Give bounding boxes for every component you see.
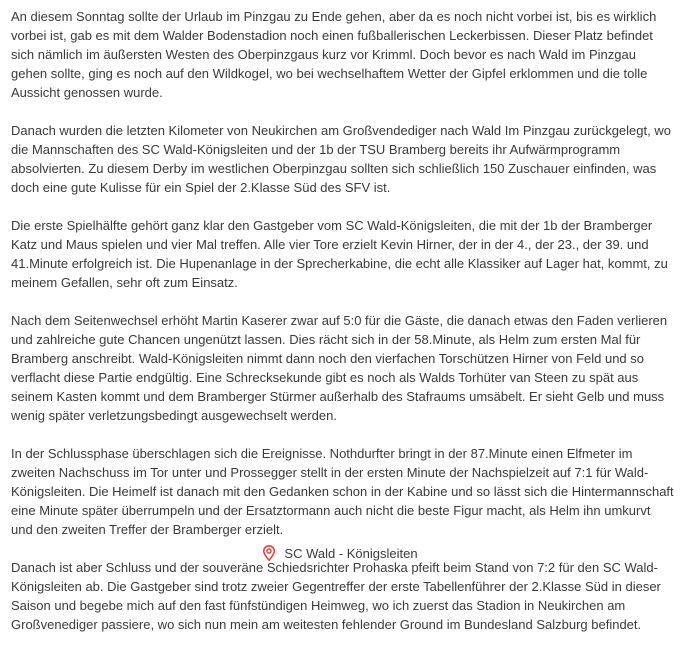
paragraph-3: Die erste Spielhälfte gehört ganz klar den Gastgeber vom SC Wald-Königsleiten, die mit der 1b der Bramberger Katz und Maus spielen und vier Mal treffen. Alle vier Tore erzielt Kevin Hirner, der in der 4., der 23., der 39. und 41.Minute erfolgreich ist. Die Hupenanlage in der Sprecherkabine, die echt alle Klassiker auf Lager hat, kommt, zu meinem Gefallen, sehr oft zum Einsatz. [11,218,668,290]
location-label[interactable]: SC Wald - Königsleiten [284,545,418,561]
paragraph-5: In der Schlussphase überschlagen sich die Ereignisse. Nothdurfter bringt in der 87.Minute einen Elfmeter im zweiten Nachschuss im Tor unter und Prossegger stellt in der ersten Minute der Nachspielzeit auf 7:1 für Wald-Königsleiten. Die Heimelf ist danach mit den Gedanken schon in der Kabine und so lässt sich die Hintermannschaft eine Minute später überrumpeln und der Ersatztormann auch nicht die beste Figur macht, als Helm ihn umkurvt und den zweiten Treffer der Bramberger erzielt. [11,446,674,537]
location-link[interactable] [0,543,681,563]
paragraph-6: Danach ist aber Schluss und der souveräne Schiedsrichter Prohaska pfeift beim Stand von 7:2 für den SC Wald-Königsleiten ab. Die Gastgeber sind trotz zweier Gegentreffer der erste Tabellenführer der 2.Klasse Süd in dieser Saison und begebe mich auf den fast fünfstündigen Heimweg, wo ich zuerst das Stadion in Neukirchen am Großvenediger passiere, wo sich nun mein am weitesten fehlender Ground im Bundesland Salzburg befindet. [11,560,661,632]
paragraph-4: Nach dem Seitenwechsel erhöht Martin Kaserer zwar auf 5:0 für die Gäste, die danach etwas den Faden verlieren und zahlreiche gute Chancen ungenützt lassen. Dies rächt sich in der 58.Minute, als Helm zum ersten Mal für Bramberg anschreibt. Wald-Königsleiten nimmt dann noch den vierfachen Torschützen Hirner von Feld und so verflacht diese Partie endgültig. Eine Schrecksekunde gibt es noch als Walds Torhüter van Steen zu spät aus seinem Kasten kommt und dem Bramberger Stürmer außerhalb des Stafraums umsäbelt. Er sieht Gelb und muss wenig später verletzungsbedingt ausgewechselt werden. [11,313,668,423]
map-pin-icon [263,545,275,561]
paragraph-1: An diesem Sonntag sollte der Urlaub im Pinzgau zu Ende gehen, aber da es noch nicht vorbei ist, bis es wirklich vorbei ist, gab es mit dem Walder Bodenstadion noch einen fußballerischen Leckerbissen. Dieser Platz befindet sich nämlich im äußersten Westen des Oberpinzgaus kurz vor Krimml. Doch bevor es nach Wald im Pinzgau gehen sollte, ging es noch auf den Wildkogel, wo bei wechselhaftem Wetter der Gipfel erklommen und die tolle Aussicht genossen wurde. [11,9,657,100]
paragraph-2: Danach wurden die letzten Kilometer von Neukirchen am Großvendediger nach Wald Im Pinzgau zurückgelegt, wo die Mannschaften des SC Wald-Königsleiten und der 1b der TSU Bramberg bereits ihr Aufwärmprogramm absolvierten. Zu diesem Derby im westlichen Oberpinzgau sollten sich schließlich 150 Zuschauer einfinden, was doch eine gute Kulisse für ein Spiel der 2.Klasse Süd des SFV ist. [11,123,671,195]
